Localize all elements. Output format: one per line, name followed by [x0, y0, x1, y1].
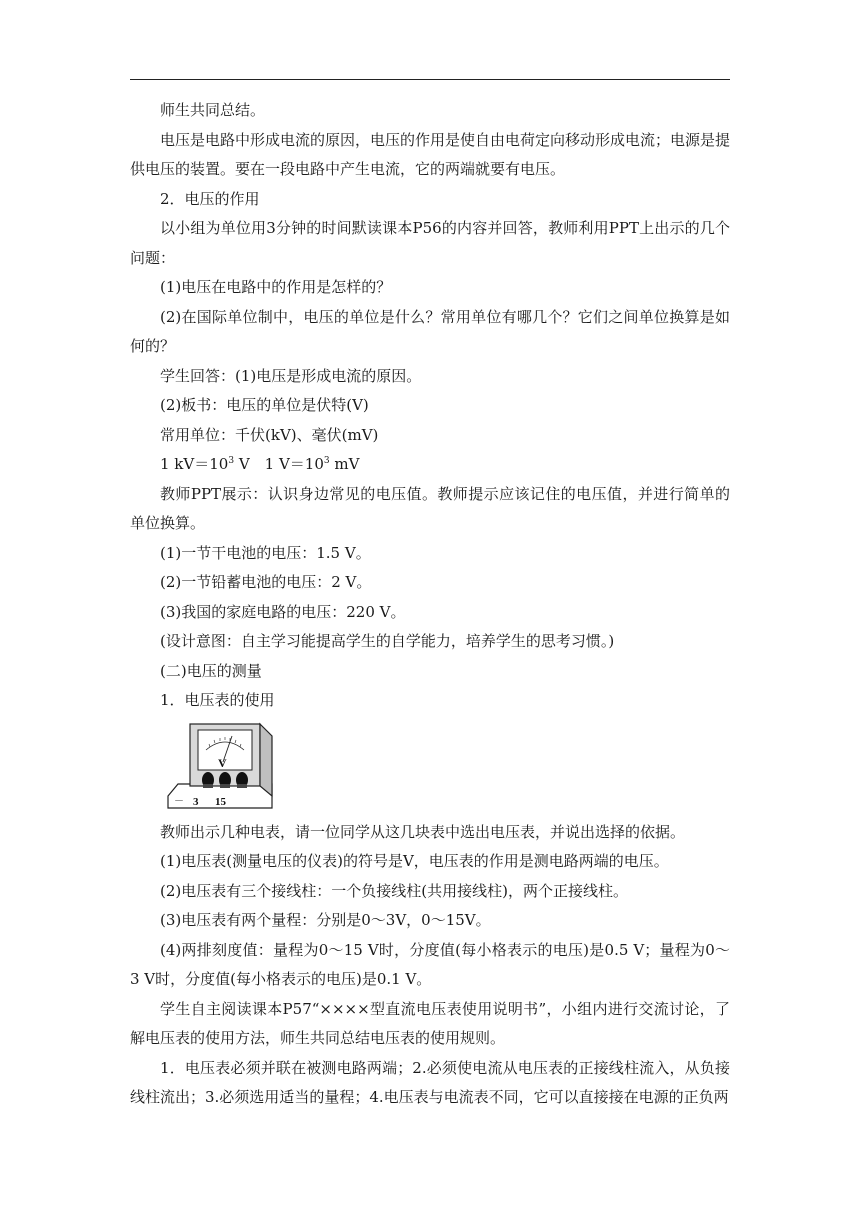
list-item: (2)一节铅蓄电池的电压：2 V。 — [160, 573, 372, 591]
list-item: (1)电压表(测量电压的仪表)的符号是V，电压表的作用是测电路两端的电压。 — [160, 852, 669, 870]
paragraph: 学生自主阅读课本P57“××××型直流电压表使用说明书”，小组内进行交流讨论，了解电压表的使用方法，师生共同总结电压表的使用规则。 — [130, 999, 730, 1047]
conversion-part: 1 kV＝10 — [160, 455, 229, 473]
conversion-part: V 1 V＝10 — [234, 455, 324, 473]
list-item: (3)电压表有两个量程：分别是0～3V，0～15V。 — [160, 911, 491, 929]
paragraph: 电压是电路中形成电流的原因，电压的作用是使自由电荷定向移动形成电流；电源是提供电压的装置。要在一段电路中产生电流，它的两端就要有电压。 — [130, 130, 731, 178]
design-intent-note: (设计意图：自主学习能提高学生的自学能力，培养学生的思考习惯。) — [160, 632, 615, 650]
dial-letter: V — [218, 755, 227, 770]
paragraph: 教师出示几种电表，请一位同学从这几块表中选出电压表，并说出选择的依据。 — [160, 822, 686, 841]
list-item: (3)我国的家庭电路的电压：220 V。 — [160, 602, 406, 621]
paragraph: 以小组为单位用3分钟的时间默读课本P56的内容并回答，教师利用PPT上出示的几个问题： — [130, 219, 730, 267]
exponent: 3 — [323, 456, 330, 466]
unit-conversion — [130, 450, 730, 480]
exponent: 3 — [228, 456, 235, 466]
list-item: (2)电压表有三个接线柱：一个负接线柱(共用接线柱)，两个正接线柱。 — [160, 881, 628, 900]
section-heading: (二)电压的测量 — [160, 661, 262, 680]
paragraph: (2)板书：电压的单位是伏特(V) — [160, 396, 369, 414]
section-heading: 2．电压的作用 — [160, 189, 260, 208]
document-body — [130, 96, 730, 1113]
subsection-heading: 1．电压表的使用 — [160, 691, 275, 709]
terminal-3-label: 3 — [193, 795, 199, 808]
conversion-part: mV — [329, 455, 360, 473]
voltmeter-illustration — [160, 722, 280, 814]
terminal-15-label: 15 — [215, 795, 226, 808]
list-item: (4)两排刻度值：量程为0～15 V时，分度值(每小格表示的电压)是0.5 V；量程为0～3 V时，分度值(每小格表示的电压)是0.1 V。 — [130, 940, 730, 988]
paragraph: 师生共同总结。 — [160, 101, 266, 119]
list-item: (1)一节干电池的电压：1.5 V。 — [160, 543, 371, 562]
terminal-minus-label: － — [174, 795, 184, 807]
paragraph: 常用单位：千伏(kV)、毫伏(mV) — [160, 425, 379, 444]
paragraph: 学生回答：(1)电压是形成电流的原因。 — [160, 366, 422, 385]
question-item: (2)在国际单位制中，电压的单位是什么？常用单位有哪几个？它们之间单位换算是如何的？ — [130, 307, 730, 355]
paragraph: 教师PPT展示：认识身边常见的电压值。教师提示应该记住的电压值，并进行简单的单位换算。 — [130, 484, 730, 532]
paragraph: 1．电压表必须并联在被测电路两端；2.必须使电流从电压表的正接线柱流入，从负接线柱流出；3.必须选用适当的量程；4.电压表与电流表不同，它可以直接接在电源的正负两 — [130, 1058, 730, 1106]
question-item: (1)电压在电路中的作用是怎样的？ — [160, 278, 392, 296]
header-rule — [130, 79, 730, 80]
